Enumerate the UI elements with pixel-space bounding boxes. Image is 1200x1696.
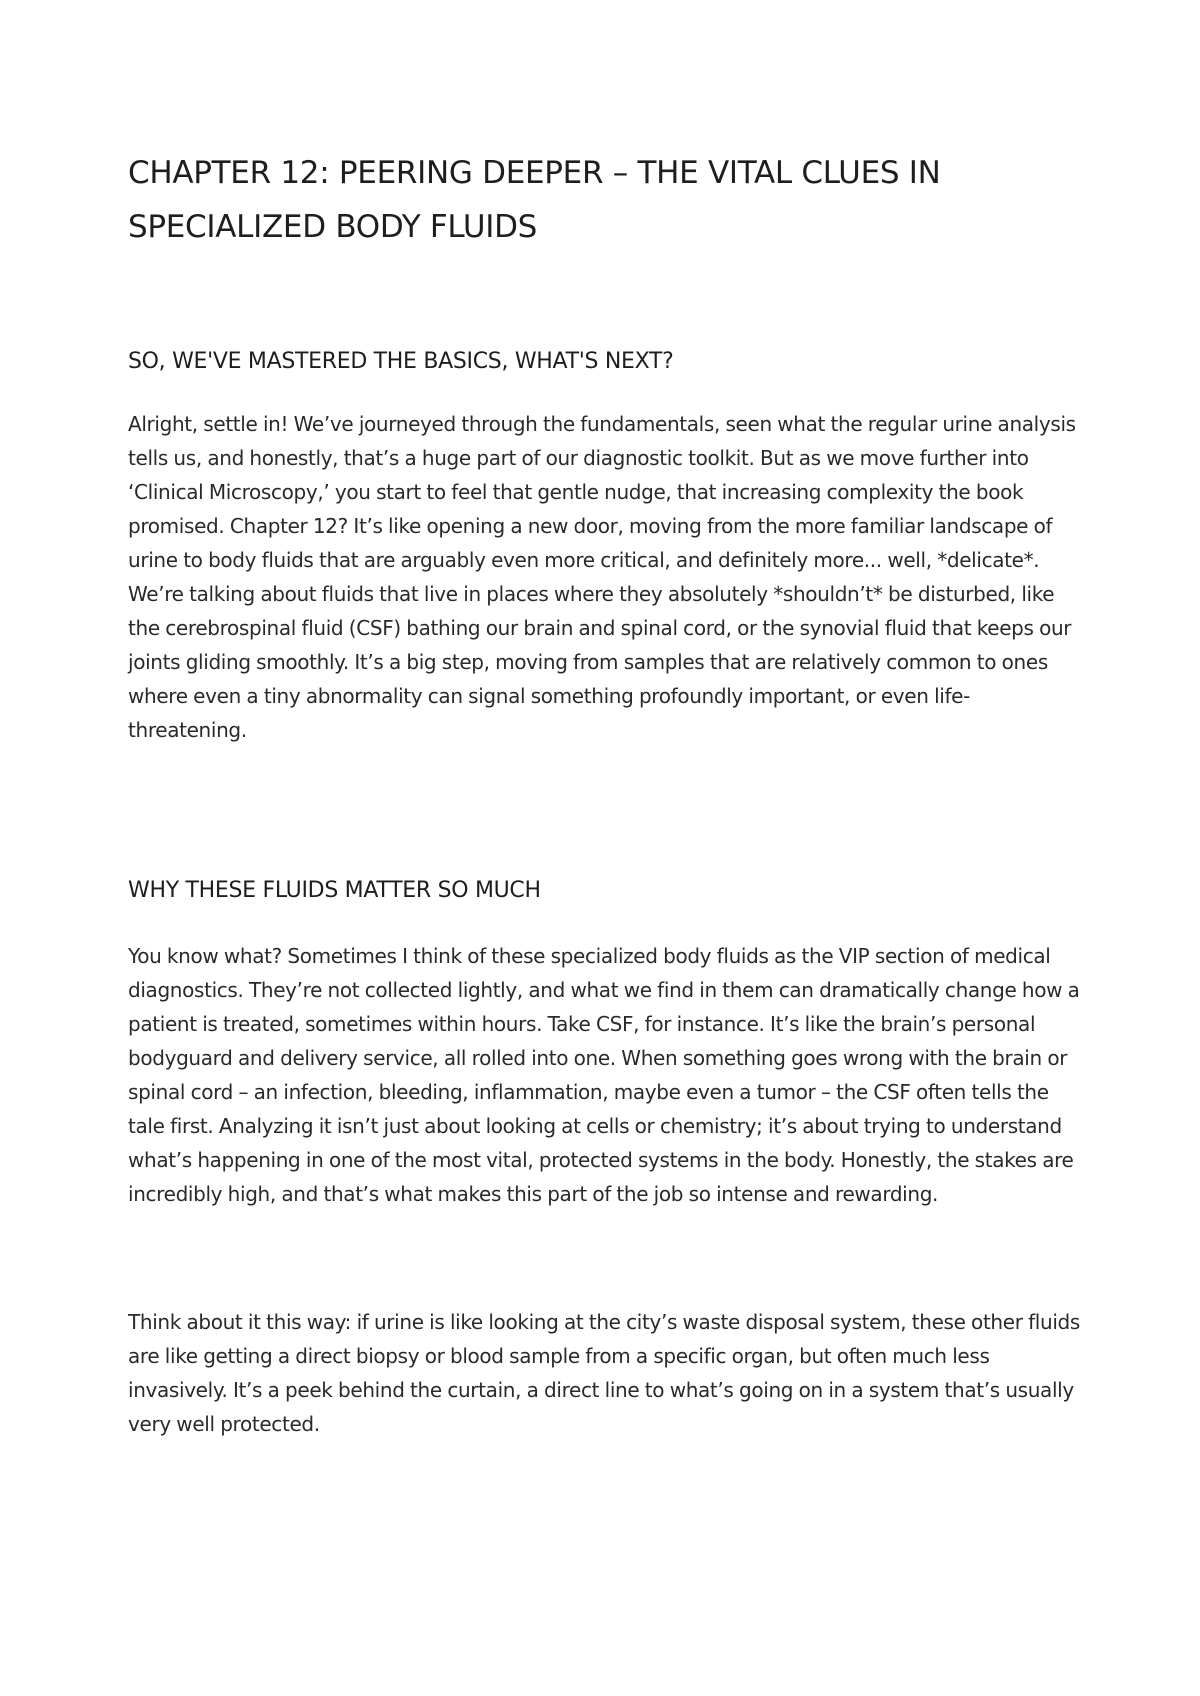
body-paragraph: Alright, settle in! We’ve journeyed through the fundamentals, seen what the regular urine analysis tells us, and honestly, that’s a huge part of our diagnostic toolkit. But as we move further into ‘Clinical Microscopy,’ you start to feel that gentle nudge, that increasing complexity the book promised. Chapter 12? It’s like opening a new door, moving from the more familiar landscape of urine to body fluids that are arguably even more critical, and definitely more... well, *delicate*. We’re talking about fluids that live in places where they absolutely *shouldn’t* be disturbed, like the cerebrospinal fluid (CSF) bathing our brain and spinal cord, or the synovial fluid that keeps our joints gliding smoothly. It’s a big step, moving from samples that are relatively common to ones where even a tiny abnormality can signal something profoundly important, or even life-threatening. (128, 412, 1076, 742)
chapter-title: CHAPTER 12: PEERING DEEPER – THE VITAL CLUES IN SPECIALIZED BODY FLUIDS (128, 155, 941, 245)
section-heading-basics: SO, WE'VE MASTERED THE BASICS, WHAT'S NEXT? (128, 349, 674, 374)
section-heading-why-fluids-matter: WHY THESE FLUIDS MATTER SO MUCH (128, 878, 541, 903)
body-paragraph: Think about it this way: if urine is like looking at the city’s waste disposal system, these other fluids are like getting a direct biopsy or blood sample from a specific organ, but often much less invasively. It’s a peek behind the curtain, a direct line to what’s going on in a system that’s usually very well protected. (128, 1310, 1080, 1436)
body-paragraph: You know what? Sometimes I think of these specialized body fluids as the VIP section of medical diagnostics. They’re not collected lightly, and what we find in them can dramatically change how a patient is treated, sometimes within hours. Take CSF, for instance. It’s like the brain’s personal bodyguard and delivery service, all rolled into one. When something goes wrong with the brain or spinal cord – an infection, bleeding, inflammation, maybe even a tumor – the CSF often tells the tale first. Analyzing it isn’t just about looking at cells or chemistry; it’s about trying to understand what’s happening in one of the most vital, protected systems in the body. Honestly, the stakes are incredibly high, and that’s what makes this part of the job so intense and rewarding. (128, 944, 1080, 1206)
